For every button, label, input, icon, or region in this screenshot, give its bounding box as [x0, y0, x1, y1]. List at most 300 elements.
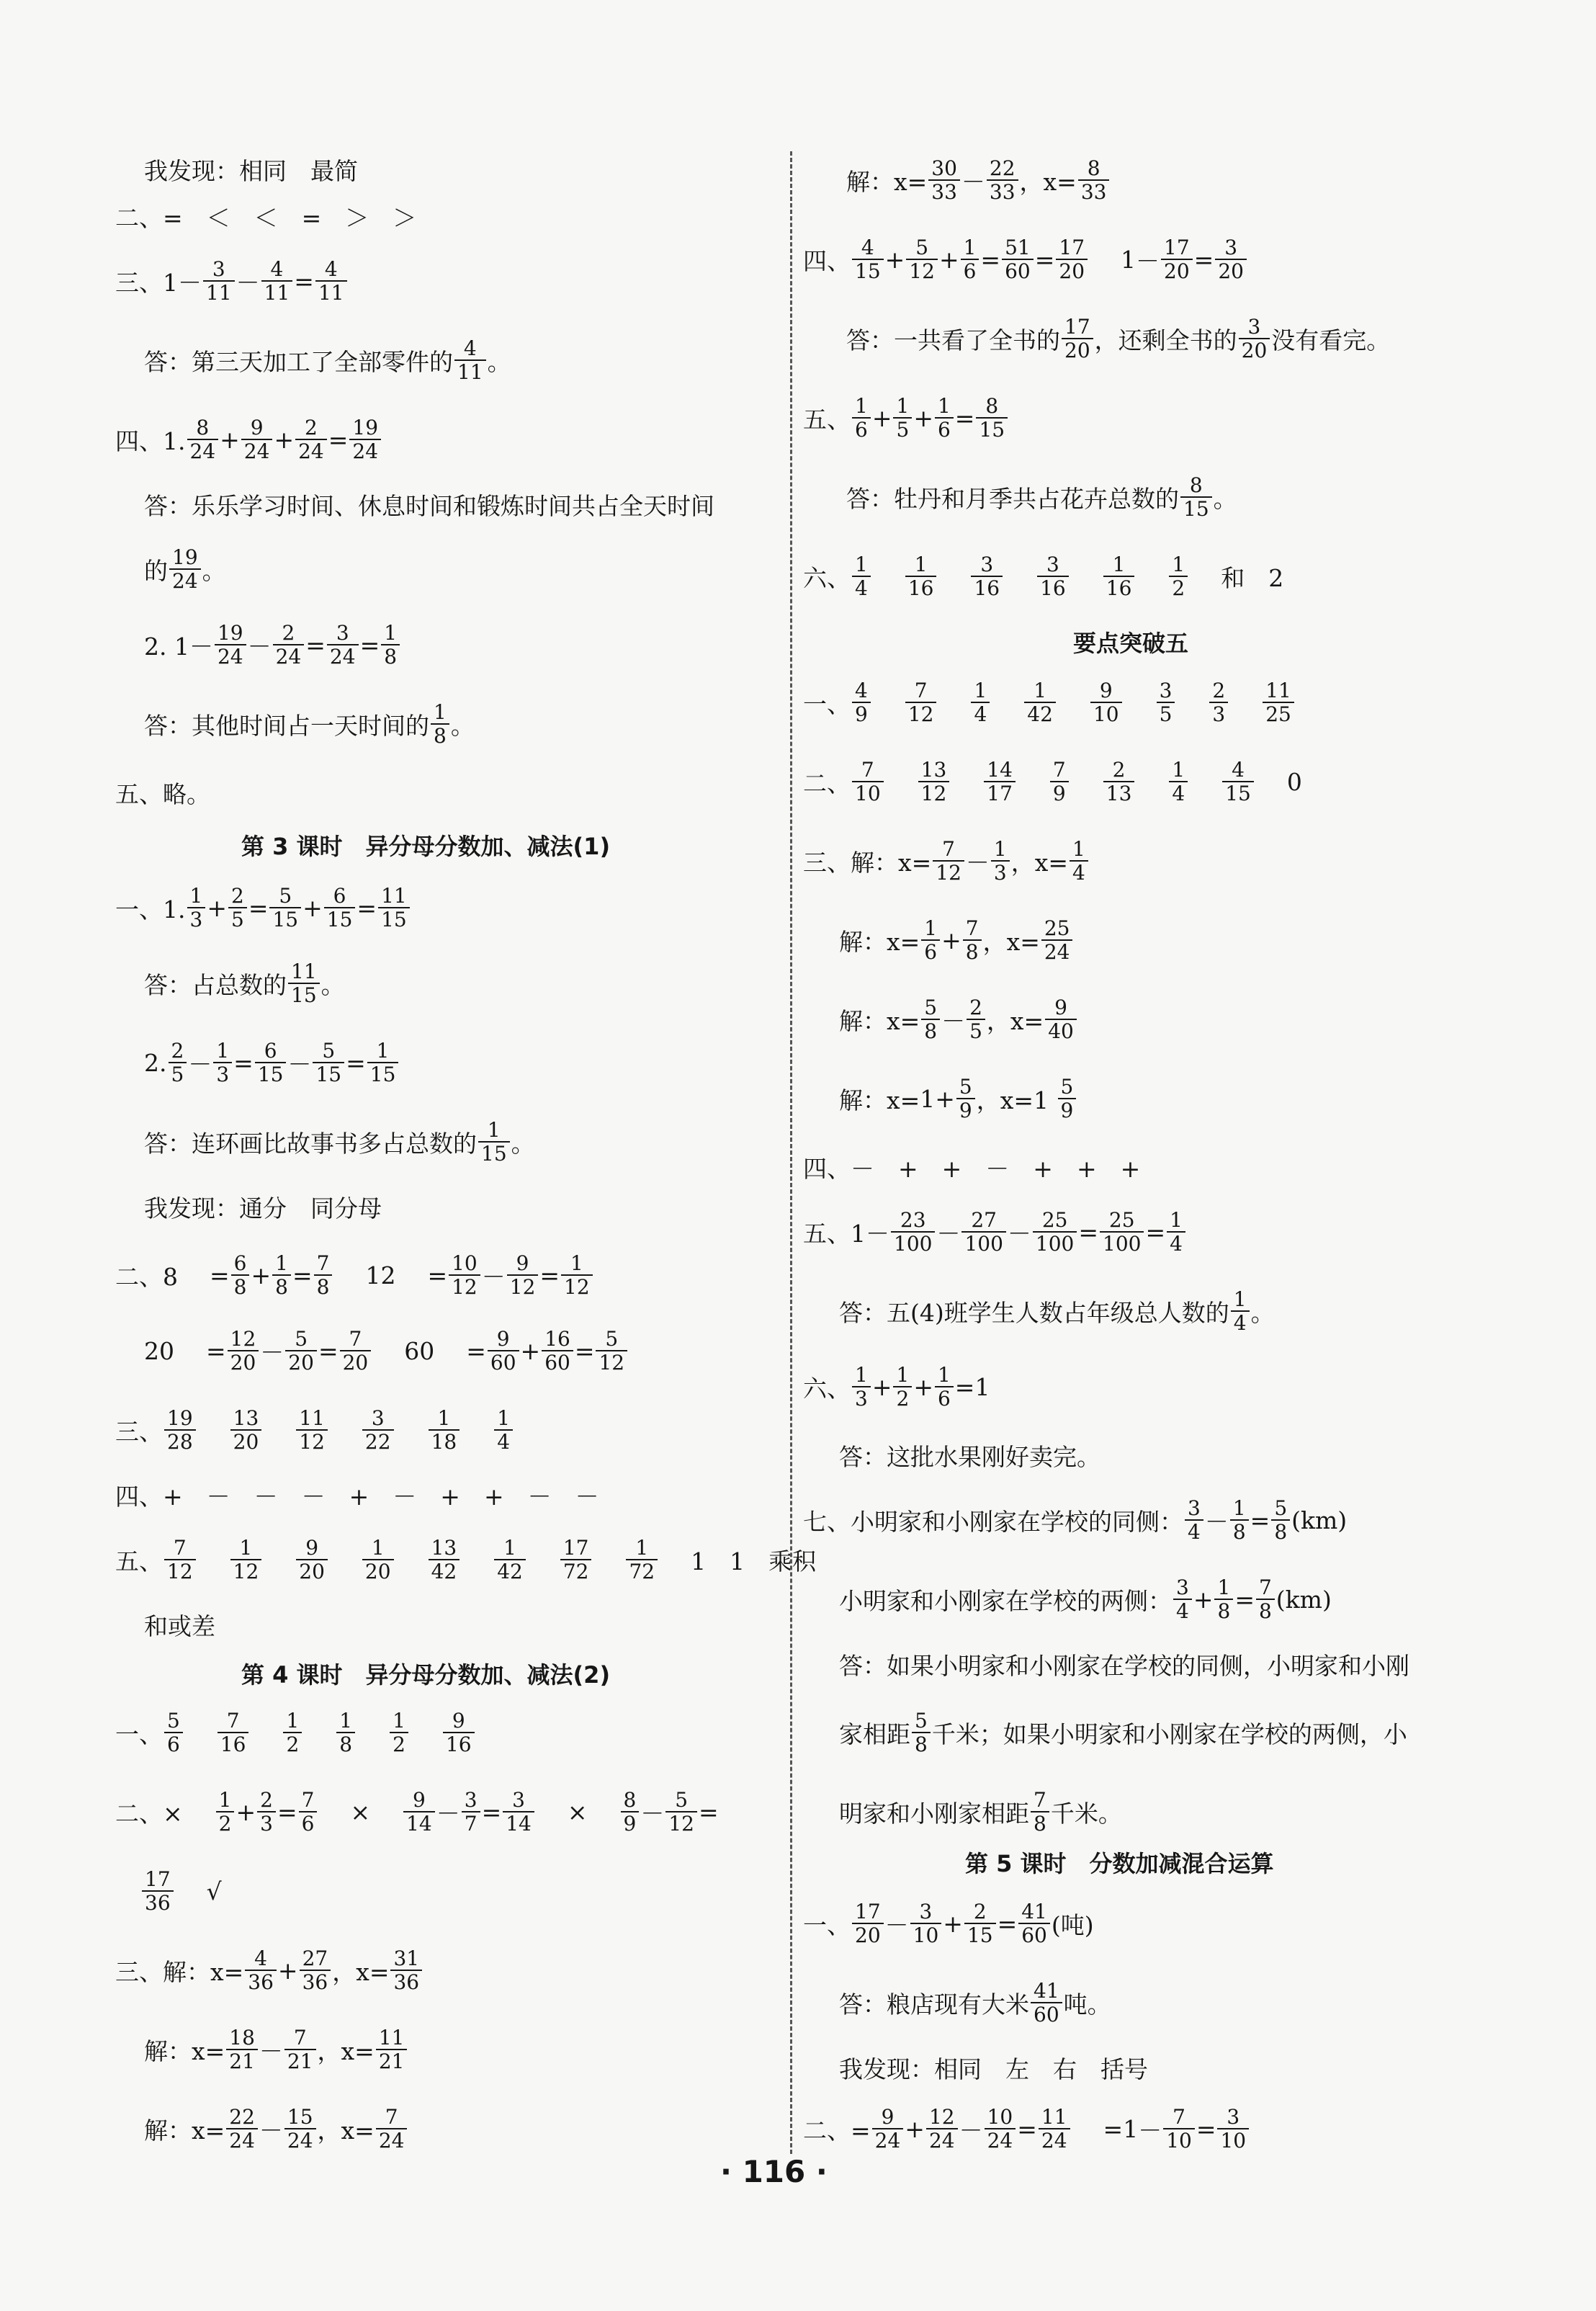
fraction: $\frac{5}{8}$ [1271, 1497, 1290, 1544]
fraction: $\frac{1}{8}$ [431, 701, 449, 748]
equation-line [144, 2096, 408, 2161]
operator: = [481, 1797, 502, 1826]
fraction: $\frac{17}{20}$ [1161, 236, 1193, 283]
text: ，x= [982, 927, 1040, 956]
text: 答：连环画比故事书多占总数的 [144, 1129, 477, 1158]
fraction: $\frac{1}{4}$ [971, 679, 990, 726]
unit: (km) [1291, 1506, 1348, 1534]
operator: = [699, 1797, 719, 1826]
equation-line [144, 2017, 408, 2082]
operator: + [913, 403, 933, 432]
text: 和 2 [1221, 563, 1284, 592]
text: ，x=1 [976, 1086, 1049, 1114]
fraction: $\frac{7}{9}$ [1050, 759, 1069, 805]
text: 12 [365, 1261, 396, 1289]
fraction: $\frac{9}{12}$ [507, 1252, 539, 1299]
fraction: $\frac{7}{6}$ [299, 1789, 318, 1836]
fraction: $\frac{7}{8}$ [1256, 1576, 1275, 1623]
fraction: $\frac{22}{33}$ [987, 157, 1018, 204]
fraction: $\frac{7}{12}$ [164, 1537, 196, 1583]
fraction: $\frac{1}{20}$ [362, 1537, 394, 1583]
fraction: $\frac{1}{6}$ [852, 395, 871, 442]
fraction: $\frac{1}{4}$ [1231, 1288, 1250, 1335]
fraction: $\frac{6}{15}$ [324, 885, 356, 931]
operator: + [871, 1372, 892, 1401]
equation-line [846, 148, 1111, 213]
fraction: $\frac{19}{24}$ [169, 546, 201, 593]
fraction: $\frac{3}{24}$ [327, 622, 359, 669]
fraction: $\frac{19}{24}$ [349, 416, 381, 463]
text: 。 [202, 556, 226, 585]
prefix: 五、1－ [803, 1219, 889, 1248]
prefix: 三、解：x= [115, 1957, 244, 1986]
fraction: $\frac{12}{20}$ [228, 1328, 259, 1374]
text: 答：五(4)班学生人数占年级总人数的 [839, 1298, 1229, 1327]
fraction: $\frac{25}{100}$ [1100, 1209, 1144, 1256]
text: 0 [1286, 767, 1302, 796]
fraction: $\frac{1}{6}$ [935, 395, 954, 442]
prefix: 三、1－ [115, 268, 202, 297]
answer-line [144, 328, 511, 393]
fraction: $\frac{4}{15}$ [852, 236, 884, 283]
operator: + [251, 1261, 272, 1289]
fraction: $\frac{3}{20}$ [1215, 236, 1247, 283]
fraction: $\frac{7}{10}$ [852, 759, 884, 805]
text: 四、+ － － － + － + + － － [115, 1482, 599, 1511]
fraction: $\frac{1}{3}$ [187, 885, 206, 931]
fraction: $\frac{4}{11}$ [454, 337, 486, 384]
operator: + [236, 1797, 256, 1826]
fraction: $\frac{1}{8}$ [336, 1709, 355, 1756]
fraction: $\frac{1}{8}$ [381, 622, 400, 669]
answer-row [803, 544, 1283, 609]
prefix: 2. 1－ [144, 632, 213, 661]
equation-line [144, 1318, 629, 1383]
fraction: $\frac{1}{3}$ [991, 838, 1010, 885]
answer-line [144, 537, 226, 602]
operator: － [1007, 1219, 1031, 1248]
text: ，x= [317, 2037, 375, 2065]
prefix: 一、 [115, 1720, 163, 1748]
operator: + [871, 403, 892, 432]
fraction: $\frac{2}{5}$ [169, 1040, 187, 1086]
fraction: $\frac{23}{100}$ [891, 1209, 935, 1256]
equation-line [803, 828, 1090, 893]
operator: = [1078, 1217, 1099, 1246]
fraction: $\frac{1}{18}$ [429, 1407, 460, 1454]
operator: = [357, 893, 377, 922]
fraction: $\frac{1}{72}$ [626, 1537, 658, 1583]
text: 千米；如果小明家和小刚家在学校的两侧，小 [931, 1720, 1407, 1748]
fraction: $\frac{1}{2}$ [1169, 553, 1188, 600]
fraction: $\frac{4}{15}$ [1222, 759, 1254, 805]
operator: = [210, 1261, 230, 1289]
text-line [115, 760, 210, 825]
text: 明家和小刚家相距 [839, 1799, 1029, 1828]
fraction: $\frac{1}{16}$ [905, 553, 937, 600]
fraction: $\frac{1}{4}$ [852, 553, 871, 600]
prefix: 五、 [803, 405, 851, 434]
operator: － [188, 1050, 212, 1078]
fraction: $\frac{7}{12}$ [905, 679, 937, 726]
fraction: $\frac{4}{9}$ [852, 679, 871, 726]
fraction: $\frac{5}{12}$ [665, 1789, 697, 1836]
equation-line [803, 1354, 990, 1419]
operator: － [436, 1799, 460, 1828]
operator: = [305, 630, 326, 659]
operator: = [954, 403, 975, 432]
operator: = [292, 1261, 313, 1289]
equation-line [839, 1567, 1332, 1632]
text: 。 [1250, 1298, 1275, 1327]
fraction: $\frac{3}{16}$ [971, 553, 1003, 600]
prefix: 二、= [803, 2116, 871, 2145]
prefix: 解：x= [144, 2037, 225, 2065]
fraction: $\frac{1}{2}$ [893, 1364, 912, 1411]
fraction: $\frac{5}{8}$ [912, 1709, 931, 1756]
fraction: $\frac{9}{60}$ [488, 1328, 519, 1374]
operator: = [233, 1048, 254, 1077]
operator: － [1136, 246, 1160, 275]
prefix: 二、 [803, 769, 851, 797]
fraction: $\frac{5}{15}$ [269, 885, 301, 931]
fraction: $\frac{2}{5}$ [228, 885, 247, 931]
fraction: $\frac{17}{36}$ [142, 1868, 174, 1915]
text: ，x= [1019, 167, 1077, 196]
fraction: $\frac{9}{24}$ [241, 416, 273, 463]
text: 1 1 乘积 [691, 1547, 817, 1575]
fraction: $\frac{31}{36}$ [390, 1947, 422, 1994]
operator: = [1145, 1217, 1166, 1246]
prefix: 六、 [803, 1374, 851, 1403]
fraction: $\frac{1}{6}$ [921, 917, 940, 964]
fraction: $\frac{7}{8}$ [963, 917, 982, 964]
operator: = [427, 1261, 448, 1289]
fraction: $\frac{3}{10}$ [910, 1900, 942, 1947]
fraction: $\frac{13}{12}$ [918, 759, 950, 805]
fraction: $\frac{5}{9}$ [956, 1076, 975, 1122]
operator: + [905, 2114, 925, 2143]
answer-row [115, 1398, 514, 1462]
fraction: $\frac{2}{15}$ [964, 1900, 996, 1947]
fraction: $\frac{9}{24}$ [872, 2106, 904, 2153]
operator: － [259, 2037, 283, 2065]
prefix: 六、 [803, 563, 851, 592]
answer-row [803, 670, 1296, 735]
fraction: $\frac{8}{15}$ [976, 395, 1008, 442]
text: 答：一共看了全书的 [846, 326, 1060, 354]
prefix: 一、 [803, 689, 851, 718]
fraction: $\frac{4}{11}$ [261, 258, 293, 305]
fraction: $\frac{4}{36}$ [245, 1947, 277, 1994]
fraction: $\frac{1}{6}$ [935, 1364, 954, 1411]
fraction: $\frac{1}{2}$ [390, 1709, 408, 1756]
operator: + [1193, 1585, 1214, 1614]
text: ，x= [332, 1957, 390, 1986]
equation-line [115, 875, 411, 940]
text-line [803, 1135, 1140, 1199]
fraction: $\frac{7}{21}$ [284, 2026, 316, 2073]
unit: (吨) [1051, 1910, 1094, 1939]
text: ，还剩全书的 [1094, 326, 1237, 354]
text: 和或差 [144, 1612, 215, 1640]
operator: － [640, 1799, 665, 1828]
fraction: $\frac{3}{4}$ [1173, 1576, 1192, 1623]
fraction: $\frac{3}{4}$ [1185, 1497, 1203, 1544]
fraction: $\frac{9}{10}$ [1090, 679, 1122, 726]
operator: － [247, 632, 272, 661]
prefix: 小明家和小刚家在学校的两侧： [839, 1586, 1172, 1615]
fraction: $\frac{15}{24}$ [284, 2106, 316, 2153]
section-heading: 第 3 课时 异分母分数加、减法(1) [241, 833, 611, 860]
fraction: $\frac{19}{28}$ [164, 1407, 196, 1454]
fraction: $\frac{5}{20}$ [285, 1328, 317, 1374]
operator: － [259, 2116, 283, 2145]
fraction: $\frac{5}{12}$ [906, 236, 938, 283]
fraction: $\frac{22}{24}$ [226, 2106, 258, 2153]
fraction: $\frac{41}{60}$ [1018, 1900, 1050, 1947]
operator: － [236, 268, 260, 297]
fraction: $\frac{3}{10}$ [1217, 2106, 1249, 2153]
fraction: $\frac{1}{12}$ [230, 1537, 262, 1583]
equation-line [115, 249, 349, 313]
answer-line [839, 1970, 1111, 2035]
fraction: $\frac{1}{16}$ [1103, 553, 1135, 600]
fraction: $\frac{13}{42}$ [429, 1537, 460, 1583]
fraction: $\frac{1}{15}$ [367, 1040, 399, 1086]
text: 答：如果小明家和小刚家在学校的同侧，小明家和小刚 [839, 1651, 1409, 1680]
fraction: $\frac{7}{8}$ [314, 1252, 333, 1299]
text: 答：粮店现有大米 [839, 1990, 1029, 2019]
fraction: $\frac{25}{24}$ [1041, 917, 1073, 964]
equation-line: 一、 $\frac{17}{20}$ － $\frac{3}{10}$ + $\frac{2}{15}$ = $\frac{41}{60}$ (吨) [803, 1899, 1094, 1947]
text: 家相距 [839, 1720, 910, 1748]
fraction: $\frac{1}{12}$ [561, 1252, 593, 1299]
prefix: 解：x= [839, 927, 920, 956]
fraction: $\frac{1}{3}$ [852, 1364, 871, 1411]
operator: = [997, 1909, 1018, 1938]
fraction: $\frac{1}{6}$ [961, 236, 979, 283]
operator: = [328, 425, 349, 454]
fraction: $\frac{4}{11}$ [315, 258, 347, 305]
operator: = [466, 1336, 486, 1365]
fraction: $\frac{1}{15}$ [478, 1119, 510, 1166]
operator: = [1250, 1506, 1270, 1534]
fraction: $\frac{1}{42}$ [494, 1537, 526, 1583]
fraction: $\frac{3}{7}$ [462, 1789, 480, 1836]
fraction: $\frac{51}{60}$ [1002, 236, 1034, 283]
operator: + [220, 425, 240, 454]
fraction: $\frac{8}{15}$ [1180, 474, 1212, 521]
text: ，x= [1010, 848, 1068, 877]
fraction: $\frac{3}{11}$ [203, 258, 235, 305]
fraction: $\frac{3}{20}$ [1239, 316, 1270, 362]
fraction: $\frac{8}{9}$ [621, 1789, 640, 1836]
operator: = [294, 267, 314, 295]
fraction: $\frac{1}{8}$ [1230, 1497, 1249, 1544]
text: 答：牡丹和月季共占花卉总数的 [846, 484, 1179, 513]
page-number: · 116 · [720, 2154, 828, 2189]
fraction: $\frac{5}{6}$ [164, 1709, 183, 1756]
operator: + [520, 1336, 541, 1365]
fraction: $\frac{6}{8}$ [231, 1252, 250, 1299]
answer-line [839, 1779, 1122, 1844]
fraction: $\frac{27}{100}$ [961, 1209, 1005, 1256]
text: ，x= [317, 2116, 375, 2145]
fraction: $\frac{7}{16}$ [218, 1709, 249, 1756]
answer-line [144, 1109, 535, 1174]
fraction: $\frac{5}{12}$ [596, 1328, 627, 1374]
operator: － [959, 2116, 983, 2145]
fraction: $\frac{25}{100}$ [1033, 1209, 1077, 1256]
equation-line [803, 1199, 1187, 1264]
prefix: 四、1. [115, 426, 186, 455]
fraction: $\frac{18}{21}$ [226, 2026, 258, 2073]
text: 。 [1213, 484, 1237, 513]
fraction: $\frac{11}{12}$ [296, 1407, 328, 1454]
text-line [144, 1174, 382, 1239]
fraction: $\frac{1}{3}$ [213, 1040, 232, 1086]
fraction: $\frac{11}{24}$ [1039, 2106, 1070, 2153]
fraction: $\frac{2}{3}$ [257, 1789, 276, 1836]
operator: － [965, 848, 990, 877]
text: 。 [487, 347, 511, 376]
prefix: 2. [144, 1048, 167, 1077]
fraction: $\frac{17}{20}$ [1062, 316, 1093, 362]
text: 。 [450, 711, 475, 740]
fraction: $\frac{1}{4}$ [1070, 838, 1088, 885]
text-line [144, 1592, 215, 1657]
operator: + [277, 1956, 298, 1985]
text-line [115, 184, 416, 249]
operator: － [941, 1006, 966, 1035]
fraction: $\frac{6}{15}$ [255, 1040, 287, 1086]
operator: = [539, 1261, 560, 1289]
equation-line [803, 385, 1009, 450]
equation-line [803, 1488, 1347, 1552]
prefix: 三、解：x= [803, 848, 932, 877]
equation-line: 四、 $\frac{4}{15}$ + $\frac{5}{12}$ + $\frac{1}{6}$ = $\frac{51}{60}$ = $\frac{17}{20}$ 1 － $\frac{17}{20}$ = $\frac{3}{20}$ [803, 227, 1248, 292]
equation-line: 二、= $\frac{9}{24}$ + $\frac{12}{24}$ － $\frac{10}{24}$ = $\frac{11}{24}$ = 1 － $\frac{7}{10}$ = $\frac{3}{10}$ [803, 2096, 1250, 2161]
fraction: $\frac{2}{24}$ [273, 622, 305, 669]
fraction: $\frac{3}{14}$ [503, 1789, 534, 1836]
text: 答：第三天加工了全部零件的 [144, 347, 453, 376]
text: 。 [511, 1129, 535, 1158]
operator: － [260, 1338, 284, 1367]
column-divider [790, 151, 792, 2154]
fraction: $\frac{14}{17}$ [984, 759, 1016, 805]
text: 二、= ＜ ＜ = ＞ ＞ [115, 203, 417, 232]
prefix: 解：x= [846, 167, 928, 196]
prefix: 一、1. [115, 895, 186, 924]
fraction: $\frac{9}{14}$ [403, 1789, 435, 1836]
fraction: $\frac{1}{2}$ [216, 1789, 235, 1836]
text: 的 [144, 556, 168, 585]
operator: = [248, 893, 269, 922]
fraction: $\frac{11}{25}$ [1263, 679, 1294, 726]
operator: = [574, 1336, 595, 1365]
fraction: $\frac{1}{42}$ [1024, 679, 1056, 726]
prefix: 三、 [115, 1417, 163, 1446]
fraction: $\frac{13}{20}$ [230, 1407, 262, 1454]
prefix: 四、 [803, 246, 851, 275]
operator: = [1103, 2114, 1124, 2143]
fraction: $\frac{10}{24}$ [985, 2106, 1016, 2153]
unit: (km) [1276, 1585, 1332, 1614]
operator: + [913, 1372, 933, 1401]
fraction: $\frac{5}{15}$ [313, 1040, 344, 1086]
equation-line [115, 407, 382, 472]
text: 五、略。 [115, 779, 210, 808]
text-line [115, 1462, 599, 1527]
text: 千米。 [1050, 1799, 1122, 1828]
fraction: $\frac{17}{72}$ [560, 1537, 592, 1583]
fraction: $\frac{2}{3}$ [1209, 679, 1228, 726]
fraction: $\frac{27}{36}$ [300, 1947, 331, 1994]
operator: = [1034, 245, 1055, 274]
fraction: $\frac{7}{8}$ [1031, 1789, 1049, 1836]
equation-line [115, 1243, 594, 1308]
fraction: $\frac{1}{4}$ [1169, 759, 1188, 805]
operator: + [938, 245, 959, 274]
answer-line [144, 951, 345, 1016]
fraction: $\frac{7}{10}$ [1163, 2106, 1195, 2153]
fraction: $\frac{17}{20}$ [1056, 236, 1088, 283]
equation-line [140, 1859, 222, 1923]
prefix: 解：x= [839, 1006, 920, 1035]
operator: = [277, 1797, 297, 1826]
answer-line [846, 465, 1237, 529]
section-heading: 要点突破五 [1073, 630, 1189, 657]
equation-line [144, 1030, 400, 1095]
text: 。 [320, 970, 345, 999]
fraction: $\frac{7}{12}$ [933, 838, 964, 885]
text: 四、－ + + － + + + [803, 1154, 1141, 1183]
text: 答：这批水果刚好卖完。 [839, 1442, 1100, 1471]
fraction: $\frac{9}{40}$ [1045, 996, 1077, 1043]
fraction: $\frac{17}{20}$ [852, 1900, 884, 1947]
fraction: $\frac{3}{5}$ [1157, 679, 1175, 726]
fraction: $\frac{11}{15}$ [378, 885, 410, 931]
equation-line: 解：x= 1 + $\frac{5}{9}$ ，x=1 $\frac{5}{9}$ [839, 1066, 1077, 1131]
fraction: $\frac{1}{8}$ [272, 1252, 291, 1299]
text: 答：占总数的 [144, 970, 287, 999]
text: × [567, 1797, 588, 1826]
operator: + [941, 926, 961, 955]
operator: + [274, 425, 295, 454]
section-heading: 第 4 课时 异分母分数加、减法(2) [241, 1661, 611, 1689]
prefix: 二、8 [115, 1262, 178, 1291]
operator: = [359, 630, 380, 659]
operator: － [287, 1050, 312, 1078]
prefix: 二、× [115, 1799, 183, 1828]
fraction: $\frac{1}{8}$ [1214, 1576, 1233, 1623]
text: 没有看完。 [1271, 326, 1391, 354]
operator: + [935, 1084, 955, 1113]
fraction: $\frac{1}{5}$ [893, 395, 912, 442]
equation-line [144, 612, 401, 677]
equation-line [115, 1779, 719, 1844]
fraction: $\frac{1}{4}$ [1167, 1209, 1185, 1256]
answer-line [144, 692, 475, 756]
fraction: $\frac{10}{12}$ [449, 1252, 480, 1299]
fraction: $\frac{2}{24}$ [295, 416, 327, 463]
answer-line [144, 472, 714, 537]
answer-row [115, 1527, 816, 1592]
fraction: $\frac{1}{2}$ [283, 1709, 302, 1756]
equation-line [839, 908, 1074, 973]
operator: + [884, 245, 905, 274]
